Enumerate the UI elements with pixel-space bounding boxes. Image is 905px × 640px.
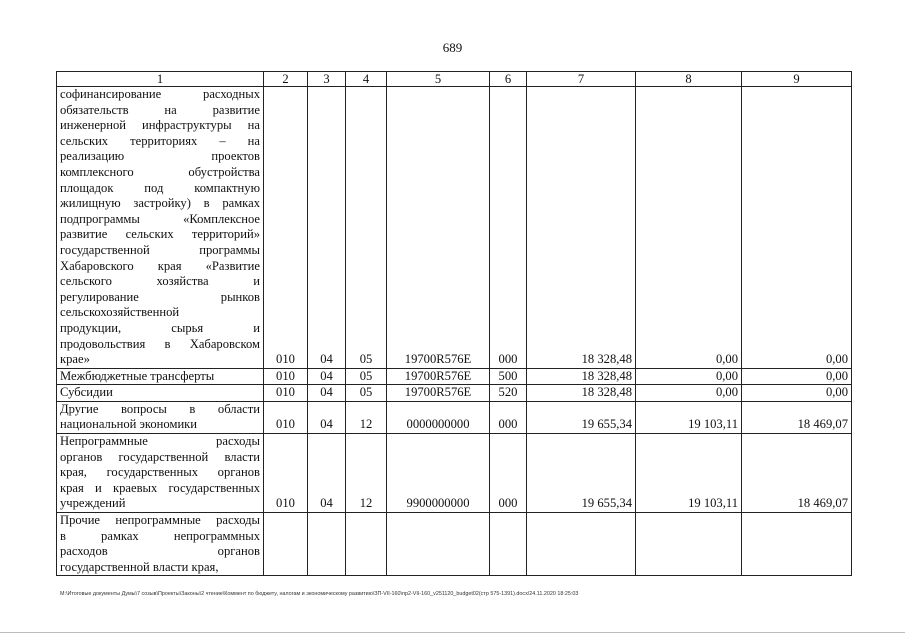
col-header: 3: [308, 72, 346, 87]
cell-c4: 12: [346, 434, 387, 513]
document-file-path: M:\Итоговые документы Думы\7 созыв\Проекты\Законы\2 чтение\Коммент по бюджету, налогам и экономическому развитию\ЗП-VII-160\пр2-VII-160_v251120_budget02(стр 575-1391).docx/24.11.2020 18:25:03: [60, 591, 579, 597]
cell-c8: [636, 513, 742, 576]
cell-c6: 000: [490, 434, 527, 513]
cell-c9: [742, 513, 852, 576]
description-line: Непрограммные расходы: [60, 434, 260, 449]
description-line: государственной власти края,: [60, 559, 219, 574]
col-header: 2: [264, 72, 308, 87]
description-line: Прочие непрограммные расходы: [60, 513, 260, 528]
description-line: органов государственной власти: [60, 449, 260, 464]
table-row: [57, 87, 852, 369]
cell-c3: [308, 513, 346, 576]
cell-c3: 04: [308, 401, 346, 433]
description-line: инженерной инфраструктуры на: [60, 118, 260, 133]
cell-c3: 04: [308, 368, 346, 385]
cell-c4: 05: [346, 87, 387, 369]
table-row: [57, 513, 852, 576]
page-bottom-divider: [0, 632, 905, 633]
col-header: 7: [527, 72, 636, 87]
description-line: края и краевых государственных: [60, 480, 260, 495]
cell-c9: 18 469,07: [742, 401, 852, 433]
cell-c3: 04: [308, 434, 346, 513]
cell-c8: 19 103,11: [636, 401, 742, 433]
cell-c2: 010: [264, 368, 308, 385]
col-header: 6: [490, 72, 527, 87]
col-header: 8: [636, 72, 742, 87]
page-number: 689: [442, 40, 463, 55]
cell-c5: 0000000000: [387, 401, 490, 433]
cell-c3: 04: [308, 87, 346, 369]
table-row: [57, 368, 852, 385]
description-line: регулирование рынков: [60, 289, 260, 304]
description-line: сельскохозяйственной: [60, 305, 180, 320]
cell-c5: [387, 513, 490, 576]
row-description: [57, 368, 264, 385]
description-line: Другие вопросы в области: [60, 401, 260, 416]
cell-c8: 19 103,11: [636, 434, 742, 513]
col-header: 4: [346, 72, 387, 87]
cell-c6: 500: [490, 368, 527, 385]
cell-c4: 12: [346, 401, 387, 433]
cell-c2: 010: [264, 87, 308, 369]
description-line: комплексного обустройства: [60, 164, 260, 179]
table-header-row: [57, 72, 852, 87]
description-line: реализацию проектов: [60, 149, 260, 164]
description-line: площадок под компактную: [60, 180, 260, 195]
col-header: 9: [742, 72, 852, 87]
row-description: [57, 513, 264, 576]
cell-c6: 000: [490, 401, 527, 433]
description-line: государственной программы: [60, 242, 260, 257]
cell-c7: 18 328,48: [527, 87, 636, 369]
cell-c9: 0,00: [742, 368, 852, 385]
cell-c5: 19700R576E: [387, 368, 490, 385]
description-line: развитие сельских территорий»: [60, 227, 260, 242]
description-line: Хабаровского края «Развитие: [60, 258, 260, 273]
cell-c9: 18 469,07: [742, 434, 852, 513]
table-row: [57, 385, 852, 402]
description-line: жилищную застройку) в рамках: [60, 196, 260, 211]
cell-c7: 19 655,34: [527, 434, 636, 513]
cell-c2: 010: [264, 434, 308, 513]
description-line: Межбюджетные трансферты: [60, 368, 215, 383]
cell-c7: 18 328,48: [527, 385, 636, 402]
col-header: 5: [387, 72, 490, 87]
description-line: софинансирование расходных: [60, 87, 260, 101]
description-line: в рамках непрограммных: [60, 528, 260, 543]
description-line: расходов органов: [60, 544, 260, 559]
cell-c2: 010: [264, 401, 308, 433]
cell-c6: [490, 513, 527, 576]
description-line: крае»: [60, 352, 90, 367]
cell-c5: 19700R576E: [387, 385, 490, 402]
table-row: [57, 401, 852, 433]
description-line: учреждений: [60, 496, 126, 511]
description-line: продовольствия в Хабаровском: [60, 336, 260, 351]
description-line: Субсидии: [60, 385, 113, 400]
cell-c8: 0,00: [636, 368, 742, 385]
cell-c6: 000: [490, 87, 527, 369]
description-line: национальной экономики: [60, 417, 198, 432]
cell-c2: 010: [264, 385, 308, 402]
row-description: [57, 385, 264, 402]
budget-table: [56, 71, 852, 576]
table-row: [57, 434, 852, 513]
cell-c9: 0,00: [742, 87, 852, 369]
cell-c8: 0,00: [636, 87, 742, 369]
col-header: 1: [57, 72, 264, 87]
cell-c4: 05: [346, 385, 387, 402]
row-description: [57, 87, 264, 369]
cell-c2: [264, 513, 308, 576]
description-line: продукции, сырья и: [60, 320, 260, 335]
cell-c8: 0,00: [636, 385, 742, 402]
description-line: сельских территориях – на: [60, 133, 260, 148]
row-description: [57, 434, 264, 513]
description-line: подпрограммы «Комплексное: [60, 211, 260, 226]
cell-c5: 19700R576E: [387, 87, 490, 369]
cell-c7: 18 328,48: [527, 368, 636, 385]
description-line: обязательств на развитие: [60, 102, 260, 117]
cell-c6: 520: [490, 385, 527, 402]
cell-c5: 9900000000: [387, 434, 490, 513]
row-description: [57, 401, 264, 433]
cell-c3: 04: [308, 385, 346, 402]
cell-c7: [527, 513, 636, 576]
description-line: сельского хозяйства и: [60, 274, 260, 289]
description-line: края, государственных органов: [60, 465, 260, 480]
cell-c4: [346, 513, 387, 576]
cell-c4: 05: [346, 368, 387, 385]
cell-c7: 19 655,34: [527, 401, 636, 433]
cell-c9: 0,00: [742, 385, 852, 402]
